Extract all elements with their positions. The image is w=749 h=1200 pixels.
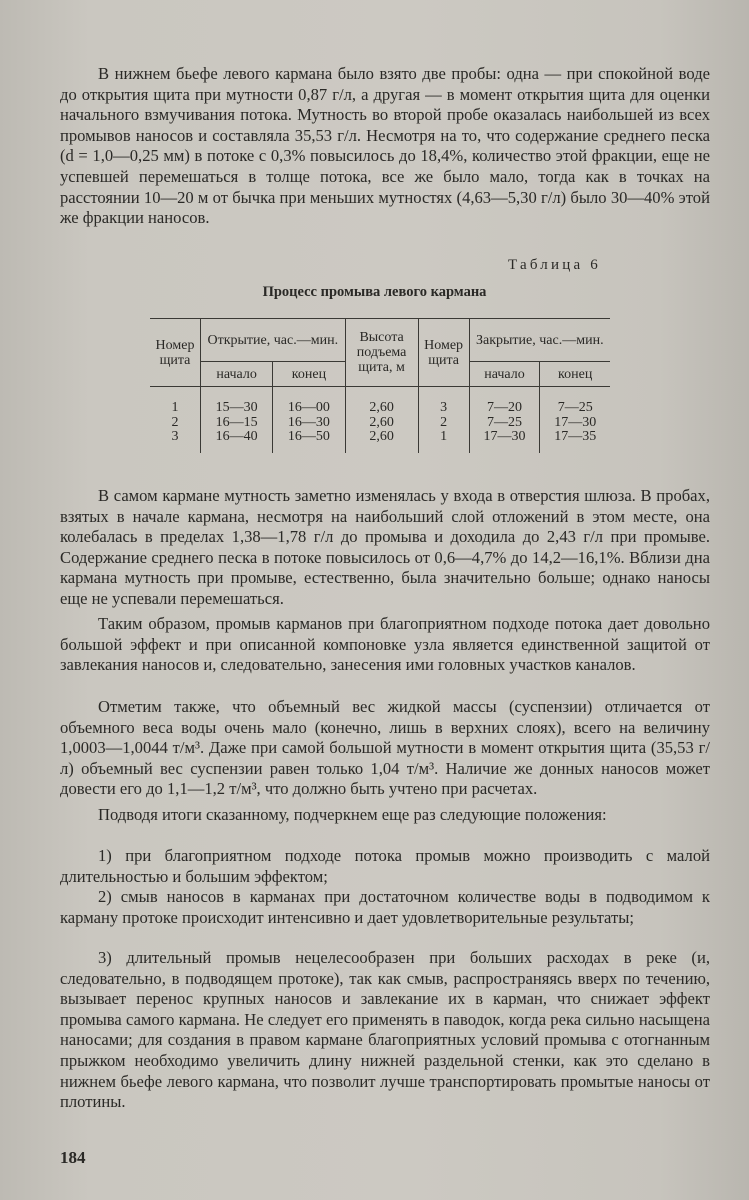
header-open-start: начало (201, 362, 273, 387)
cell-open-start: 16—40 (201, 430, 273, 453)
cell-close-end: 7—25 (540, 387, 610, 416)
cell-gate: 3 (171, 429, 179, 444)
cell-gate-2: 1 (418, 430, 469, 453)
cell-gate-2: 2 (418, 416, 469, 431)
cell-close-start: 7—25 (469, 416, 540, 431)
cell-open-end: 16—50 (273, 430, 345, 453)
table-title: Процесс промыва левого кармана (262, 284, 487, 300)
cell-gate: 1 (171, 400, 179, 415)
cell-open-end: 16—00 (273, 387, 345, 416)
page-number: 184 (60, 1148, 86, 1167)
list-item-1: 1) при благоприятном подходе потока промыв можно производить с малой длительностью и большим эффектом; (60, 846, 710, 886)
paragraph-conclusion: Таким образом, промыв карманов при благоприятном подходе потока дает довольно большой эффект и при описанной компоновке узла является единственной защитой от завлекания наносов и, следовательно, занесения ими головных участков каналов. (60, 614, 710, 675)
cell-gate: 2 (171, 414, 179, 430)
header-lift-height: Высота подъема щита, м (345, 319, 418, 387)
header-close-start: начало (469, 362, 540, 387)
list-item-3: 3) длительный промыв нецелесообразен при больших расходах в реке (и, следовательно, в подводящем протоке), так как смыв, распространяясь вверх по течению, вызывает перенос крупных наносов и завлекание их в карман, что снижает эффект промыва самого кармана. Не следует его применять в паводок, когда река сильно насыщена наносами; для создания в правом кармане благоприятных условий промыва с отогнанным прыжком необходимо увеличить длину нижней раздельной стенки, как это сделано в нижнем бьефе левого кармана, что позволит лучше транспортировать промытые наносы от плотины. (60, 948, 710, 1112)
table-row (150, 416, 610, 431)
cell-open-start: 15—30 (201, 387, 273, 416)
table-row (150, 430, 610, 453)
cell-open-end: 16—30 (273, 416, 345, 431)
paragraph-samples: В нижнем бьефе левого кармана было взято две пробы: одна — при спокойной воде до открытия щита при мутности 0,87 г/л, а другая — в момент открытия щита для оценки начального взмучивания потока. Мутность во второй пробе оказалась наибольшей из всех промывов наносов и составляла 35,53 г/л. Несмотря на то, что содержание среднего песка (d = 1,0—0,25 мм) в потоке с 0,3% повысилось до 18,4%, количество этой фракции, еще не успевшей перемешаться в толще потока, все же было мало, тогда как в точках на расстоянии 10—20 м от бычка при меньших мутностях (4,63—5,30 г/л) было 30—40% этой же фракции наносов. (60, 64, 710, 228)
cell-close-start: 17—30 (469, 430, 540, 453)
paragraph-pocket-turbidity: В самом кармане мутность заметно изменялась у входа в отверстия шлюза. В пробах, взятых в начале кармана, несмотря на наибольший слой отложений в этом месте, она колебалась в пределах 1,38—1,78 г/л до промыва и доходила до 2,43 г/л при промыве. Содержание среднего песка в потоке повысилось от 0,6—4,7% до 14,2—16,1%. Вблизи дна кармана мутность при промыве, естественно, была значительно больше; однако наносы еще не успевали перемешаться. (60, 486, 710, 608)
header-gate-no-2: Номер щита (418, 319, 469, 387)
paragraph-specific-weight: Отметим также, что объемный вес жидкой массы (суспензии) отличается от объемного веса воды очень мало (конечно, лишь в верхних слоях), всего на величину 1,0003—1,0044 т/м³. Даже при самой большой мутности в момент открытия щита (35,53 г/л) объемный вес суспензии равен только 1,04 т/м³. Наличие же донных наносов может довести его до 1,1—1,2 т/м³, что должно быть учтено при расчетах. (60, 697, 710, 799)
header-closing: Закрытие, час.—мин. (469, 319, 610, 362)
header-opening: Открытие, час.—мин. (201, 319, 346, 362)
cell-height: 2,60 (345, 387, 418, 416)
table-row (150, 387, 610, 416)
list-item-2: 2) смыв наносов в карманах при достаточном количестве воды в подводимом к карману протоке происходит интенсивно и дает удовлетворительные результаты; (60, 887, 710, 927)
cell-close-end: 17—35 (540, 430, 610, 453)
cell-close-end: 17—30 (540, 416, 610, 431)
cell-gate-2: 3 (418, 387, 469, 416)
cell-height: 2,60 (345, 430, 418, 453)
flushing-table (150, 318, 610, 453)
cell-close-start: 7—20 (469, 387, 540, 416)
header-close-end: конец (540, 362, 610, 387)
cell-open-start: 16—15 (201, 416, 273, 431)
paragraph-summary-intro: Подводя итоги сказанному, подчеркнем еще раз следующие положения: (98, 805, 607, 824)
header-open-end: конец (273, 362, 345, 387)
table-label: Таблица 6 (508, 257, 601, 273)
header-gate-no: Номер щита (150, 319, 201, 387)
cell-height: 2,60 (345, 416, 418, 431)
